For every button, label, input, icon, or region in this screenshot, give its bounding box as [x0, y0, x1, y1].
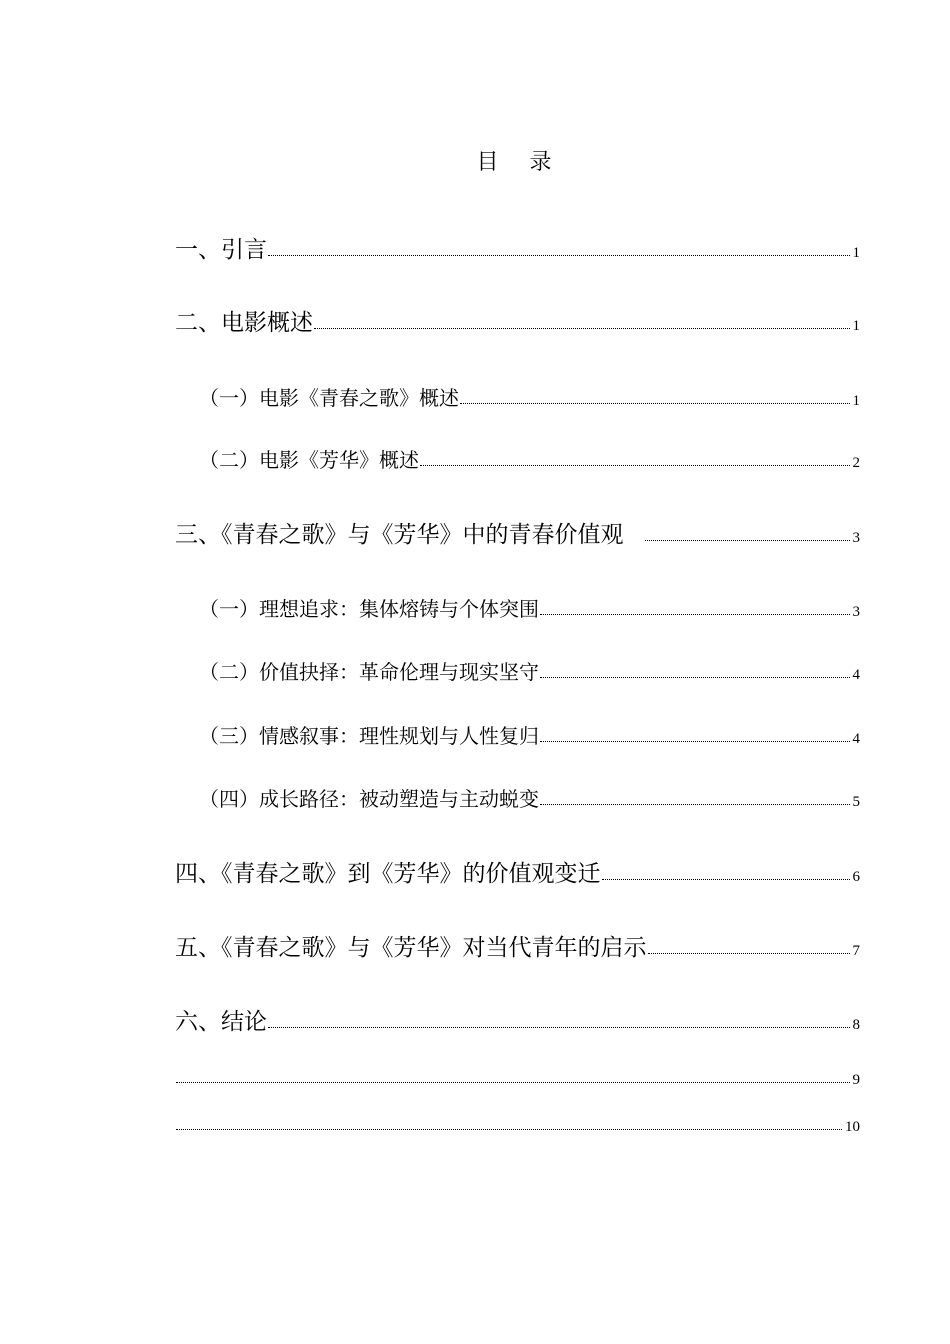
toc-page-number: 6 [852, 869, 860, 885]
dot-leader [540, 741, 850, 742]
dot-leader [176, 1129, 842, 1130]
toc-entry-growth-path[interactable] [199, 784, 860, 814]
dot-leader [420, 465, 850, 466]
toc-entry-introduction[interactable] [175, 235, 860, 265]
toc-page-number: 2 [852, 455, 860, 471]
toc-entry-conclusion[interactable] [175, 1007, 860, 1037]
toc-entry-text: （二）价值抉择：革命伦理与现实坚守 [199, 660, 539, 684]
toc-entry-youth-overview[interactable] [199, 445, 860, 475]
toc-page-number: 10 [845, 1119, 860, 1135]
toc-page-number: 1 [852, 245, 860, 261]
dot-leader [602, 879, 850, 880]
dot-leader [268, 255, 850, 256]
toc-entry-text: （三）情感叙事：理性规划与人性复归 [199, 724, 539, 748]
toc-entry-text: 一、引言 [175, 237, 267, 263]
toc-entry-text: 五、《青春之歌》与《芳华》对当代青年的启示 [175, 935, 647, 961]
toc-page-number: 1 [852, 393, 860, 409]
dot-leader [648, 953, 850, 954]
dot-leader [460, 403, 850, 404]
toc-page-number: 4 [852, 667, 860, 683]
toc-page-number: 4 [852, 731, 860, 747]
dot-leader [540, 677, 850, 678]
dot-leader [176, 1082, 850, 1083]
toc-entry-text: 四、《青春之歌》到《芳华》的价值观变迁 [175, 861, 601, 887]
toc-entry-text: （一）电影《青春之歌》概述 [199, 386, 459, 410]
toc-entry-value-choice[interactable] [199, 657, 860, 687]
dot-leader [540, 614, 850, 615]
toc-page-number: 1 [852, 318, 860, 334]
toc-page-number: 9 [852, 1072, 860, 1088]
toc-entry-text: 三、《青春之歌》与《芳华》中的青春价值观 [175, 522, 624, 548]
toc-page-number: 3 [852, 530, 860, 546]
dot-leader [645, 540, 850, 541]
toc-entry-untitled-10[interactable] [175, 1112, 860, 1142]
dot-leader [540, 804, 850, 805]
toc-page-number: 7 [852, 943, 860, 959]
toc-entry-song-of-youth-overview[interactable] [199, 383, 860, 413]
toc-entry-text: （一）理想追求：集体熔铸与个体突围 [199, 597, 539, 621]
toc-entry-film-overview[interactable] [175, 308, 860, 338]
toc-entry-ideal-pursuit[interactable] [199, 594, 860, 624]
toc-entry-untitled-9[interactable] [175, 1065, 860, 1095]
dot-leader [314, 328, 850, 329]
toc-page-number: 5 [852, 794, 860, 810]
toc-entry-emotional-narrative[interactable] [199, 721, 860, 751]
toc-entry-youth-values[interactable] [175, 520, 860, 550]
toc-entry-implications[interactable] [175, 933, 860, 963]
toc-title: 目 录 [476, 150, 564, 175]
toc-entry-text: 六、结论 [175, 1009, 267, 1035]
toc-entry-text: （二）电影《芳华》概述 [199, 448, 419, 472]
toc-page-number: 3 [852, 604, 860, 620]
toc-page-number: 8 [852, 1017, 860, 1033]
toc-entry-value-change[interactable] [175, 859, 860, 889]
dot-leader [268, 1027, 850, 1028]
toc-entry-text: （四）成长路径：被动塑造与主动蜕变 [199, 787, 539, 811]
toc-entry-text: 二、电影概述 [175, 310, 313, 336]
